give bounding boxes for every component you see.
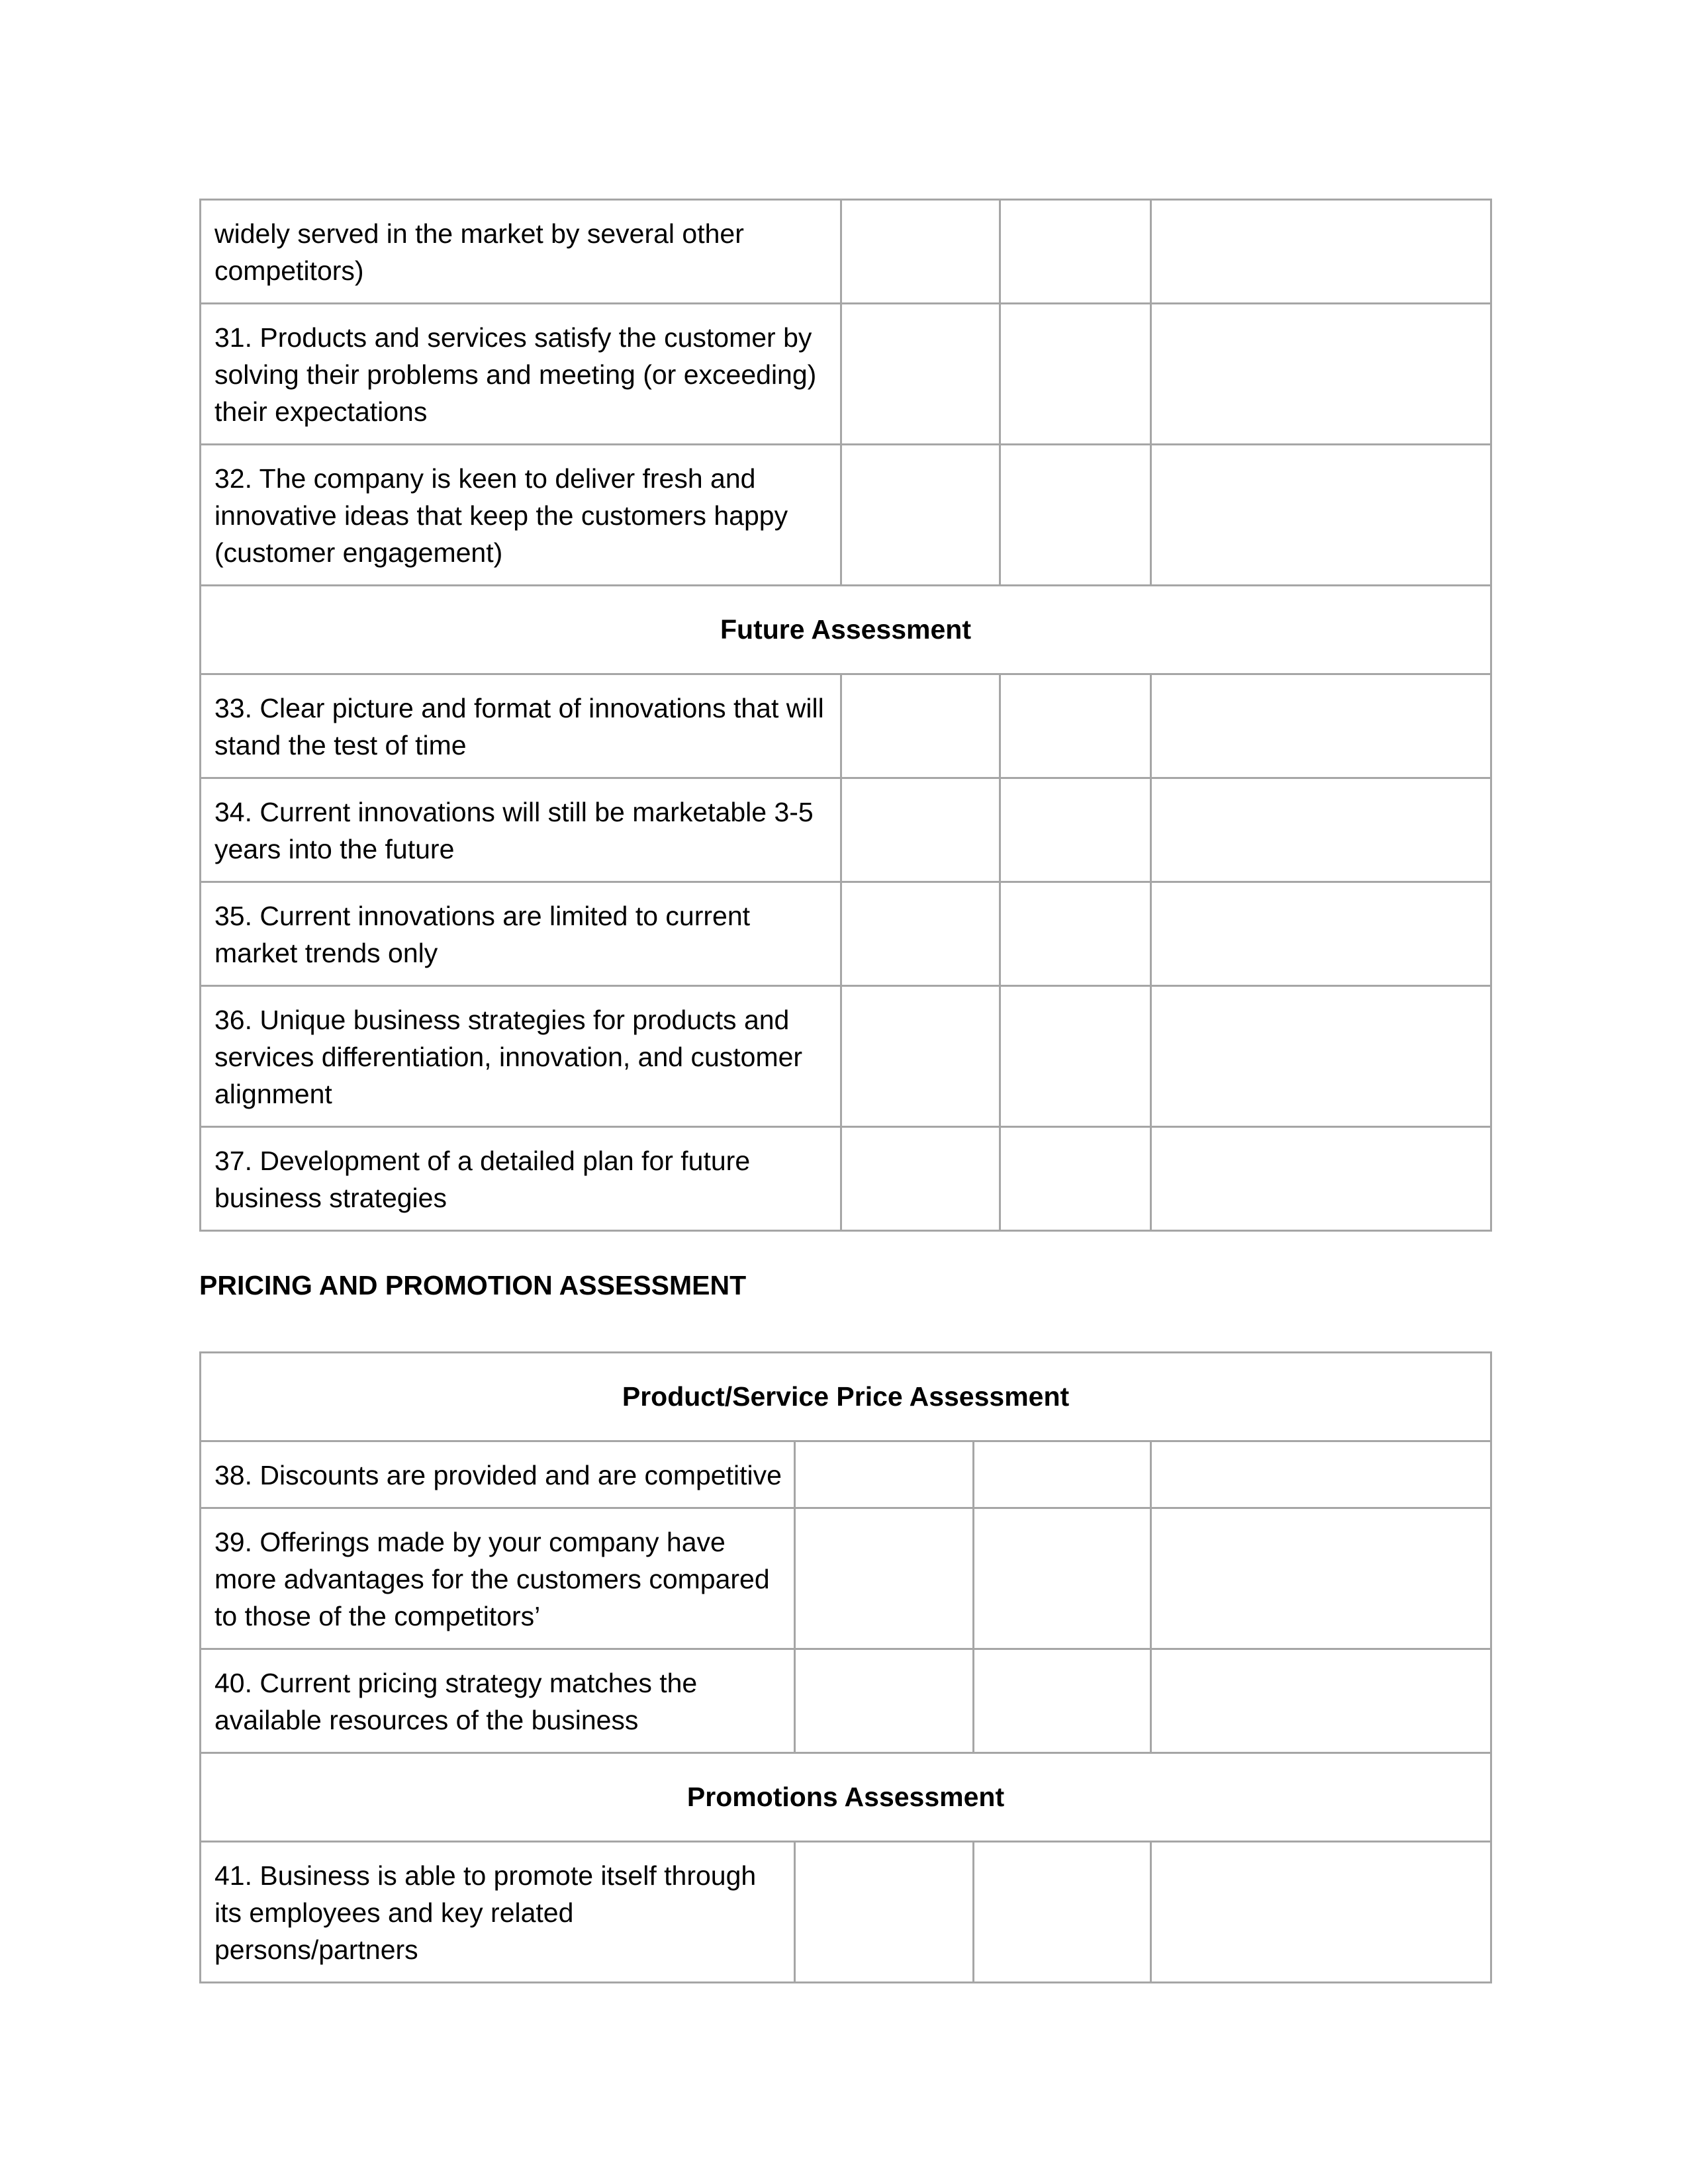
rating-cell[interactable]	[841, 1127, 1000, 1231]
comment-cell[interactable]	[1151, 1127, 1491, 1231]
comment-cell[interactable]	[1151, 200, 1491, 304]
question-cell: 34. Current innovations will still be marketable 3-5 years into the future	[201, 778, 841, 882]
rating-cell[interactable]	[841, 882, 1000, 986]
question-cell: 40. Current pricing strategy matches the available resources of the business	[201, 1649, 795, 1753]
table-row	[201, 1508, 1491, 1649]
table-row	[201, 1842, 1491, 1983]
rating-cell[interactable]	[795, 1649, 974, 1753]
comment-cell[interactable]	[1151, 445, 1491, 586]
pricing-promotion-table	[199, 1351, 1492, 1983]
comment-cell[interactable]	[1151, 1508, 1491, 1649]
question-cell: 41. Business is able to promote itself through its employees and key related persons/partners	[201, 1842, 795, 1983]
rating-cell[interactable]	[1000, 778, 1151, 882]
comment-cell[interactable]	[1151, 778, 1491, 882]
table-row	[201, 778, 1491, 882]
table-row	[201, 200, 1491, 304]
rating-cell[interactable]	[841, 674, 1000, 778]
rating-cell[interactable]	[1000, 304, 1151, 445]
innovation-assessment-table	[199, 199, 1492, 1232]
rating-cell[interactable]	[795, 1508, 974, 1649]
table-row	[201, 1441, 1491, 1508]
table-row	[201, 986, 1491, 1127]
comment-cell[interactable]	[1151, 1441, 1491, 1508]
rating-cell[interactable]	[1000, 200, 1151, 304]
comment-cell[interactable]	[1151, 882, 1491, 986]
rating-cell[interactable]	[1000, 674, 1151, 778]
question-cell: 31. Products and services satisfy the customer by solving their problems and meeting (or exceeding) their expectations	[201, 304, 841, 445]
comment-cell[interactable]	[1151, 1842, 1491, 1983]
rating-cell[interactable]	[841, 986, 1000, 1127]
question-cell: 37. Development of a detailed plan for future business strategies	[201, 1127, 841, 1231]
promotions-assessment-header: Promotions Assessment	[201, 1753, 1491, 1842]
table-row	[201, 882, 1491, 986]
rating-cell[interactable]	[795, 1441, 974, 1508]
rating-cell[interactable]	[1000, 882, 1151, 986]
future-assessment-header: Future Assessment	[201, 586, 1491, 674]
comment-cell[interactable]	[1151, 1649, 1491, 1753]
section-heading: PRICING AND PROMOTION ASSESSMENT	[199, 1270, 747, 1300]
section-header-row	[201, 1353, 1491, 1441]
question-cell: widely served in the market by several other competitors)	[201, 200, 841, 304]
question-cell: 38. Discounts are provided and are competitive	[201, 1441, 795, 1508]
rating-cell[interactable]	[841, 200, 1000, 304]
rating-cell[interactable]	[1000, 1127, 1151, 1231]
rating-cell[interactable]	[974, 1441, 1151, 1508]
rating-cell[interactable]	[974, 1842, 1151, 1983]
question-cell: 33. Clear picture and format of innovations that will stand the test of time	[201, 674, 841, 778]
question-cell: 35. Current innovations are limited to current market trends only	[201, 882, 841, 986]
table-row	[201, 445, 1491, 586]
comment-cell[interactable]	[1151, 986, 1491, 1127]
rating-cell[interactable]	[795, 1842, 974, 1983]
table-row	[201, 1649, 1491, 1753]
rating-cell[interactable]	[841, 304, 1000, 445]
rating-cell[interactable]	[974, 1649, 1151, 1753]
rating-cell[interactable]	[1000, 445, 1151, 586]
table-row	[201, 1127, 1491, 1231]
rating-cell[interactable]	[841, 778, 1000, 882]
comment-cell[interactable]	[1151, 674, 1491, 778]
rating-cell[interactable]	[1000, 986, 1151, 1127]
question-cell: 39. Offerings made by your company have more advantages for the customers compared to those of the competitors’	[201, 1508, 795, 1649]
rating-cell[interactable]	[974, 1508, 1151, 1649]
section-header-row	[201, 1753, 1491, 1842]
price-assessment-header: Product/Service Price Assessment	[201, 1353, 1491, 1441]
comment-cell[interactable]	[1151, 304, 1491, 445]
section-header-row	[201, 586, 1491, 674]
table-row	[201, 304, 1491, 445]
rating-cell[interactable]	[841, 445, 1000, 586]
table-row	[201, 674, 1491, 778]
question-cell: 32. The company is keen to deliver fresh and innovative ideas that keep the customers happy (customer engagement)	[201, 445, 841, 586]
question-cell: 36. Unique business strategies for products and services differentiation, innovation, and customer alignment	[201, 986, 841, 1127]
